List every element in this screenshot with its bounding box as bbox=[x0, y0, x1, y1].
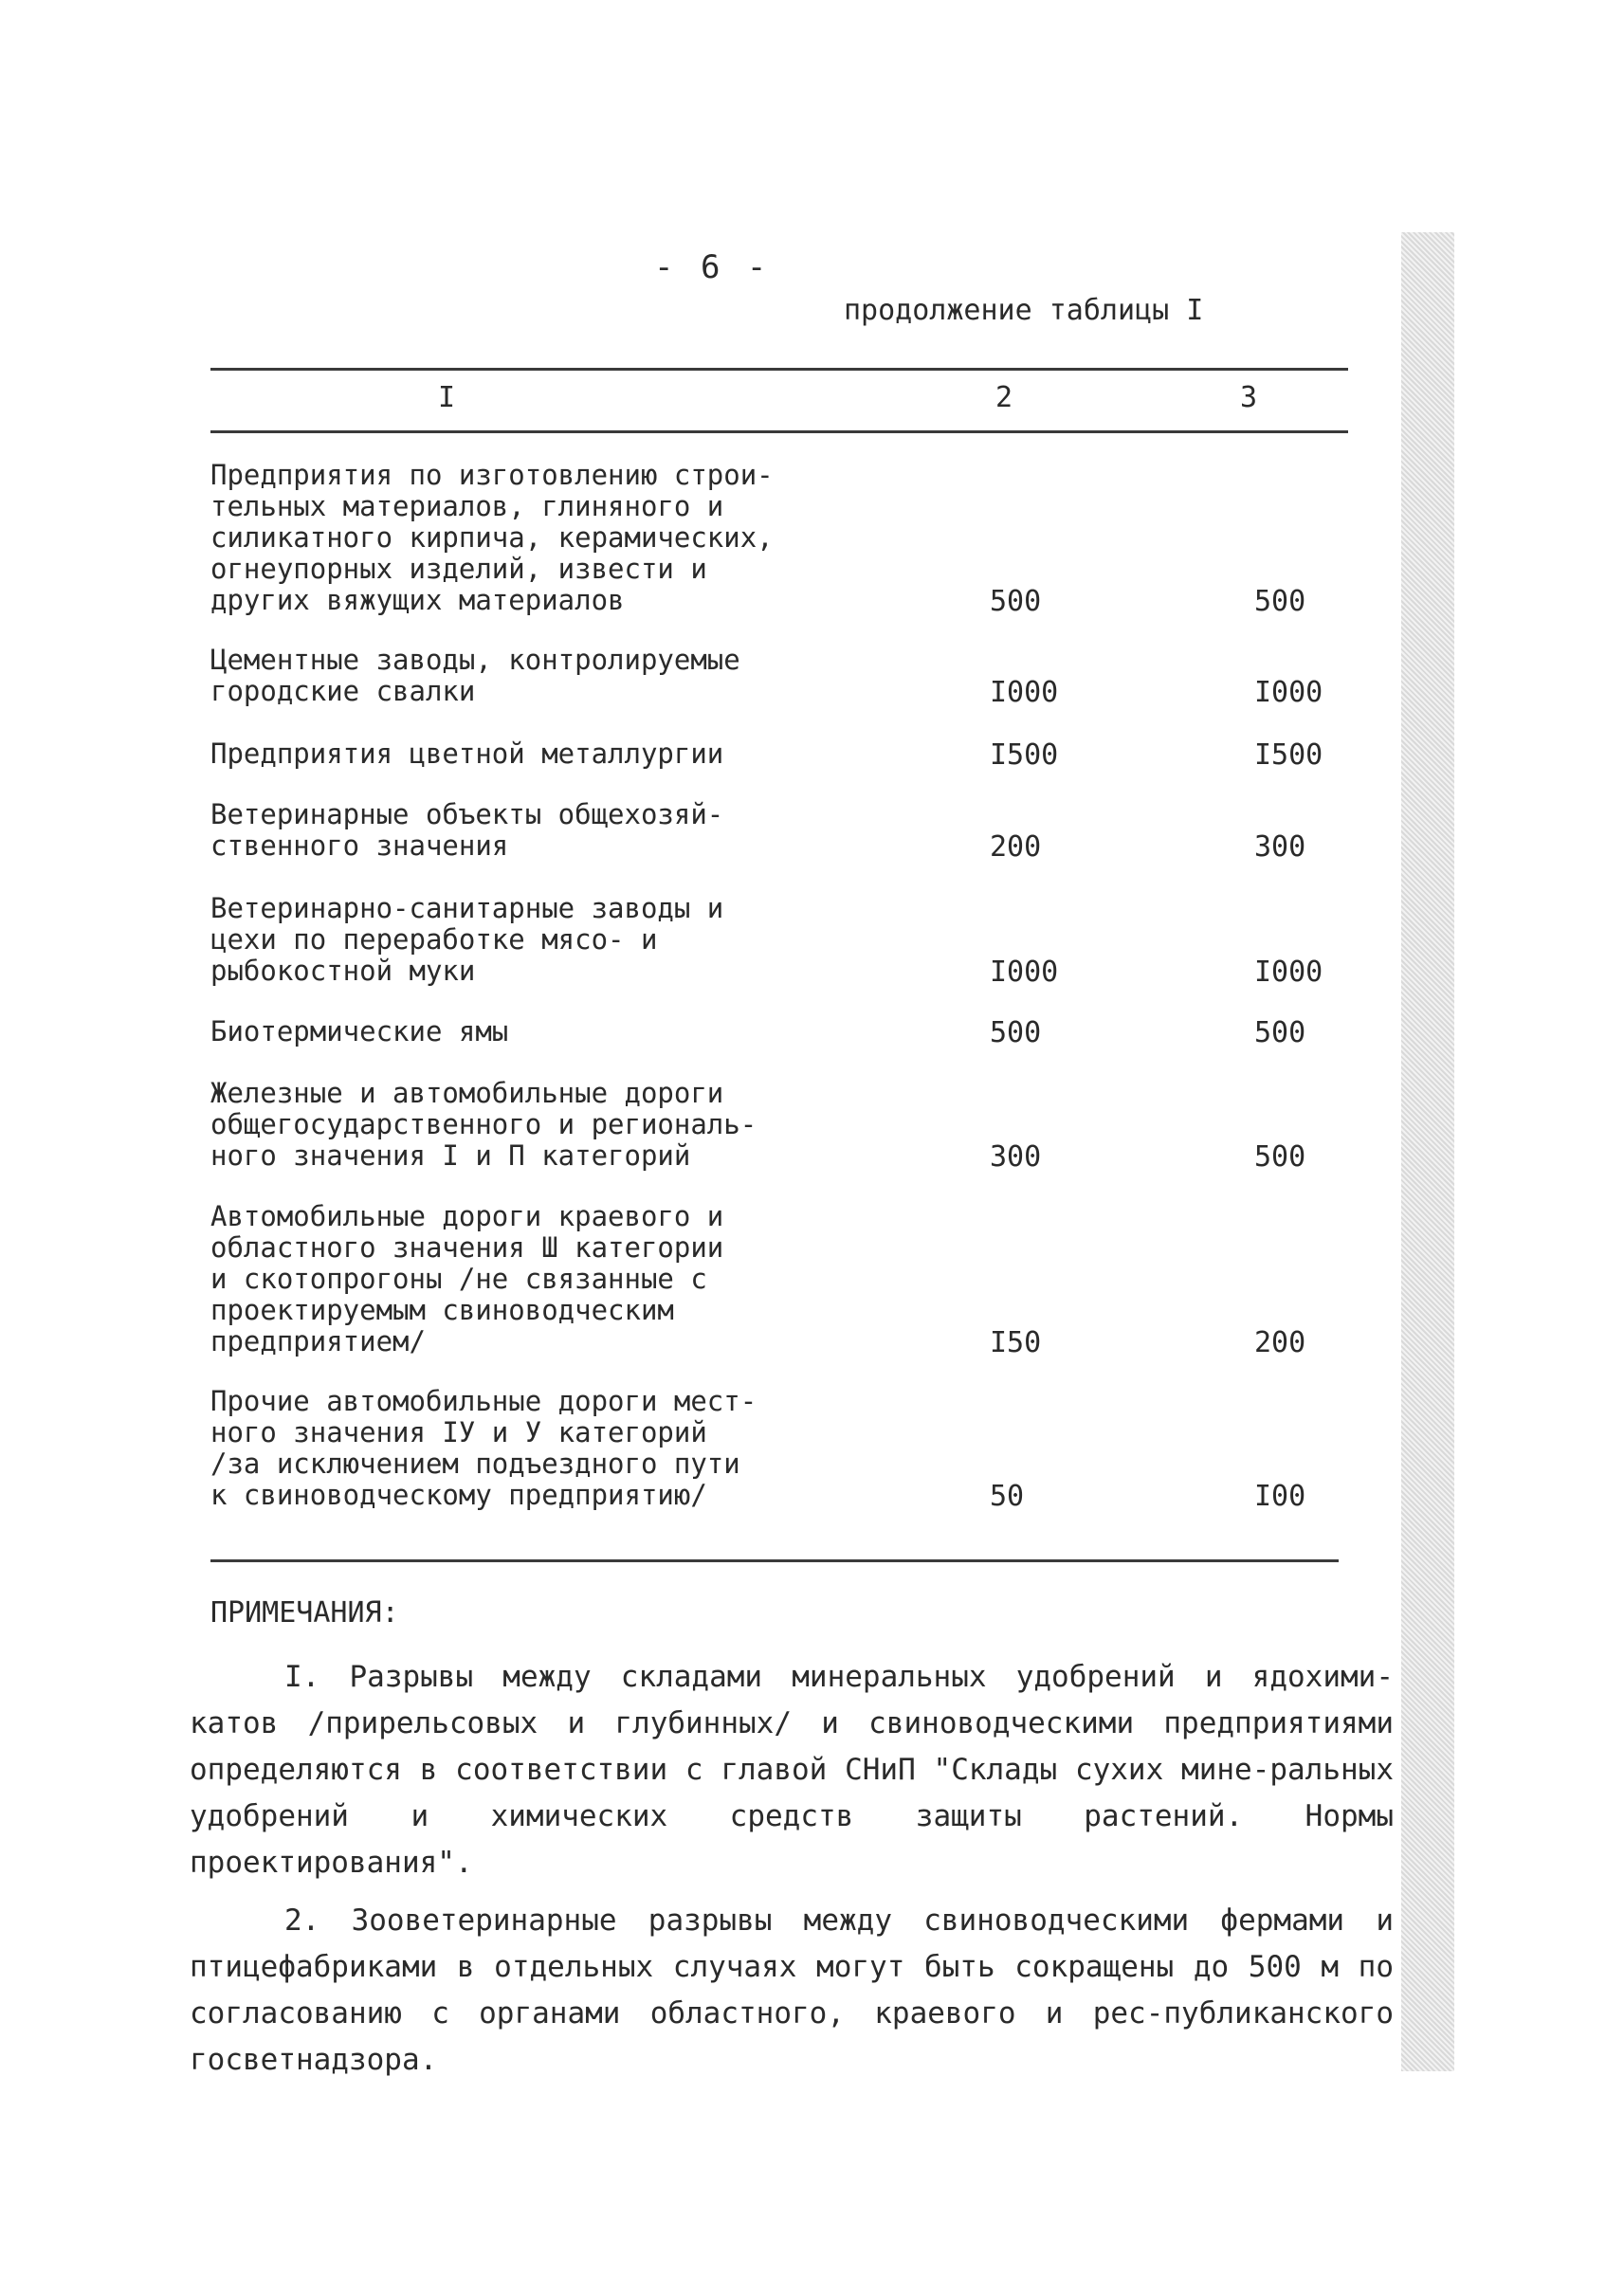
row-value-col3: I000 bbox=[1254, 676, 1323, 709]
table-top-rule bbox=[210, 368, 1348, 371]
note-1: I. Разрывы между складами минеральных удобрений и ядохими-катов /прирельсовых и глубинных/ и свиноводческими предприятиями определяются в соответствии с главой СНиП "Склады сухих мине-ральных удобрений и химических средств защиты растений. Нормы проектирования". bbox=[190, 1660, 1394, 1880]
row-value-col3: 500 bbox=[1254, 1140, 1306, 1174]
row-name: Биотермические ямы bbox=[210, 1015, 509, 1047]
row-value-col2: 300 bbox=[990, 1140, 1042, 1174]
row-value-col2: I000 bbox=[990, 956, 1059, 989]
column-header-1: I bbox=[438, 381, 456, 414]
row-name: Железные и автомобильные дороги общегосударственного и региональ- ного значения I и П категорий bbox=[210, 1077, 757, 1172]
notes bbox=[190, 1654, 1394, 2095]
row-value-col2: 200 bbox=[990, 830, 1042, 864]
row-value-col2: I000 bbox=[990, 676, 1059, 709]
row-value-col2: I500 bbox=[990, 738, 1059, 772]
table-caption: продолжение таблицы I bbox=[844, 294, 1204, 327]
row-value-col3: I00 bbox=[1254, 1480, 1306, 1513]
row-value-col2: I50 bbox=[990, 1326, 1042, 1359]
row-value-col2: 500 bbox=[990, 585, 1042, 618]
row-name: Ветеринарные объекты общехозяй- ственного значения bbox=[210, 798, 724, 862]
row-value-col2: 500 bbox=[990, 1016, 1042, 1049]
row-value-col3: 200 bbox=[1254, 1326, 1306, 1359]
column-header-3: 3 bbox=[1240, 381, 1258, 414]
row-value-col3: I000 bbox=[1254, 956, 1323, 989]
row-value-col3: I500 bbox=[1254, 738, 1323, 772]
notes-title: ПРИМЕЧАНИЯ: bbox=[210, 1596, 399, 1630]
page-number: - 6 - bbox=[654, 248, 771, 286]
row-name: Предприятия цветной металлургии bbox=[210, 738, 724, 770]
column-header-2: 2 bbox=[995, 381, 1013, 414]
table-header-rule bbox=[210, 430, 1348, 433]
note-2: 2. Зооветеринарные разрывы между свиноводческими фермами и птицефабриками в отдельных случаях могут быть сокращены до 500 м по согласованию с органами областного, краевого и рес-публиканского госветнадзора. bbox=[190, 1903, 1394, 2077]
table-bottom-rule bbox=[210, 1559, 1339, 1562]
row-name: Предприятия по изготовлению строи- тельных материалов, глиняного и силикатного кирпича, керамических, огнеупорных изделий, извести и других вяжущих материалов bbox=[210, 459, 774, 616]
row-value-col2: 50 bbox=[990, 1480, 1025, 1513]
row-name: Цементные заводы, контролируемые городские свалки bbox=[210, 644, 740, 707]
row-value-col3: 300 bbox=[1254, 830, 1306, 864]
scan-edge-shadow bbox=[1401, 232, 1454, 2071]
row-value-col3: 500 bbox=[1254, 1016, 1306, 1049]
row-name: Автомобильные дороги краевого и областного значения Ш категории и скотопрогоны /не связанные с проектируемым свиноводческим предприятием/ bbox=[210, 1200, 724, 1357]
row-name: Прочие автомобильные дороги мест- ного значения IУ и У категорий /за исключением подъездного пути к свиноводческому предприятию/ bbox=[210, 1385, 757, 1511]
row-value-col3: 500 bbox=[1254, 585, 1306, 618]
row-name: Ветеринарно-санитарные заводы и цехи по переработке мясо- и рыбокостной муки bbox=[210, 892, 724, 987]
